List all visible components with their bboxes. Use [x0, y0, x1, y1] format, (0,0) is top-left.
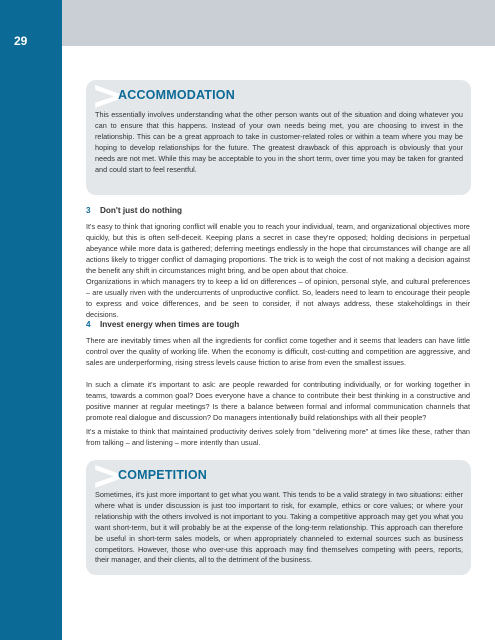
page-spine — [0, 0, 62, 640]
section-4-paragraph-2 — [86, 380, 470, 424]
accommodation-box — [86, 73, 471, 195]
section-heading — [86, 206, 470, 215]
paragraph: In such a climate it's important to ask: are people rewarded for contributing individually, or for working together in teams, towards a common goal? Does everyone have a chance to contribute their best thinking in a constructive and positive manner at regular meetings? Is there a balance between formal and informal communication channels that promote real dialogue and discussion? Do managers intentionally build relationships with all their people? — [86, 380, 470, 422]
chevron-right-icon: > — [91, 453, 125, 499]
page-number: 29 — [14, 34, 28, 48]
section-3-paragraph-1 — [86, 222, 470, 277]
accommodation-body: This essentially involves understanding what the other person wants out of the situation and doing whatever you can to ensure that this happens. Instead of your own needs being met, you are choosing to invest in the relationship. This can be a great approach to take in customer-related roles or within a team where you may be hoping to develop relationships for the future. The greatest drawback of this approach is obviously that your needs are not met. While this may be acceptable to you in the short term, over time you may be taken for granted and could start to feel resentful. — [95, 110, 463, 174]
competition-body: Sometimes, it's just more important to get what you want. This tends to be a valid strategy in two situations: either where what is under discussion is just too important to risk, for example, ethics or core values; or where your relationship with the others involved is not important to you. Taking a competitive approach may get you what you want short-term, but it will probably be at the expense of the long-term relationship. This approach can therefore be useful in short-term sales models, or when appropriately channeled to external sources such as business competitors. However, those who over-use this approach may find themselves competing with peers, reports, their manager, and their clients, all to the detriment of the business. — [95, 490, 463, 565]
section-3 — [86, 206, 470, 215]
section-4-paragraph-1 — [86, 336, 470, 369]
section-3-paragraph-2 — [86, 277, 470, 321]
paragraph: There are inevitably times when all the ingredients for conflict come together and it seems that leaders can have little control over the quality of working life. When the economy is difficult, cost-cutting and competition are aggressive, and sales are underperforming, rising stress levels cause friction to arise from even the smallest issues. — [86, 336, 470, 367]
paragraph: Organizations in which managers try to keep a lid on differences – of opinion, personal style, and cultural preferences – are usually riven with the undercurrents of unproductive conflict. So, leaders need to learn to encourage their people to express and voice differences, and be seen to consider, if not always address, these stakeholdings in their decisions. — [86, 277, 470, 319]
section-title: Don't just do nothing — [100, 206, 182, 215]
section-heading — [86, 320, 470, 329]
section-4-paragraph-3 — [86, 427, 470, 449]
competition-title: COMPETITION — [118, 468, 208, 482]
section-title: Invest energy when times are tough — [100, 320, 240, 329]
section-4 — [86, 320, 470, 329]
paragraph: It's a mistake to think that maintained productivity derives solely from "delivering more" at times like these, rather than from talking – and listening – more intently than usual. — [86, 427, 470, 447]
header-bar — [0, 0, 495, 46]
section-number: 3 — [86, 206, 91, 215]
page-number-cell — [0, 0, 62, 46]
section-number: 4 — [86, 320, 91, 329]
accommodation-title: ACCOMMODATION — [118, 88, 235, 102]
chevron-right-icon: > — [91, 73, 125, 119]
competition-box — [86, 453, 471, 575]
paragraph: It's easy to think that ignoring conflict will enable you to reach your individual, team, and organizational objectives more quickly, but this is often self-deceit. Keeping plans a secret in case they're opposed; holding decisions in perpetual abeyance while more data is gathered; deferring meetings endlessly in the hope that circumstances will change are all actions likely to trigger conflict of damaging proportions. The trick is to weigh the cost of not making a decision against the benefit any shift in circumstances might bring, and be open about that choice. — [86, 222, 470, 275]
